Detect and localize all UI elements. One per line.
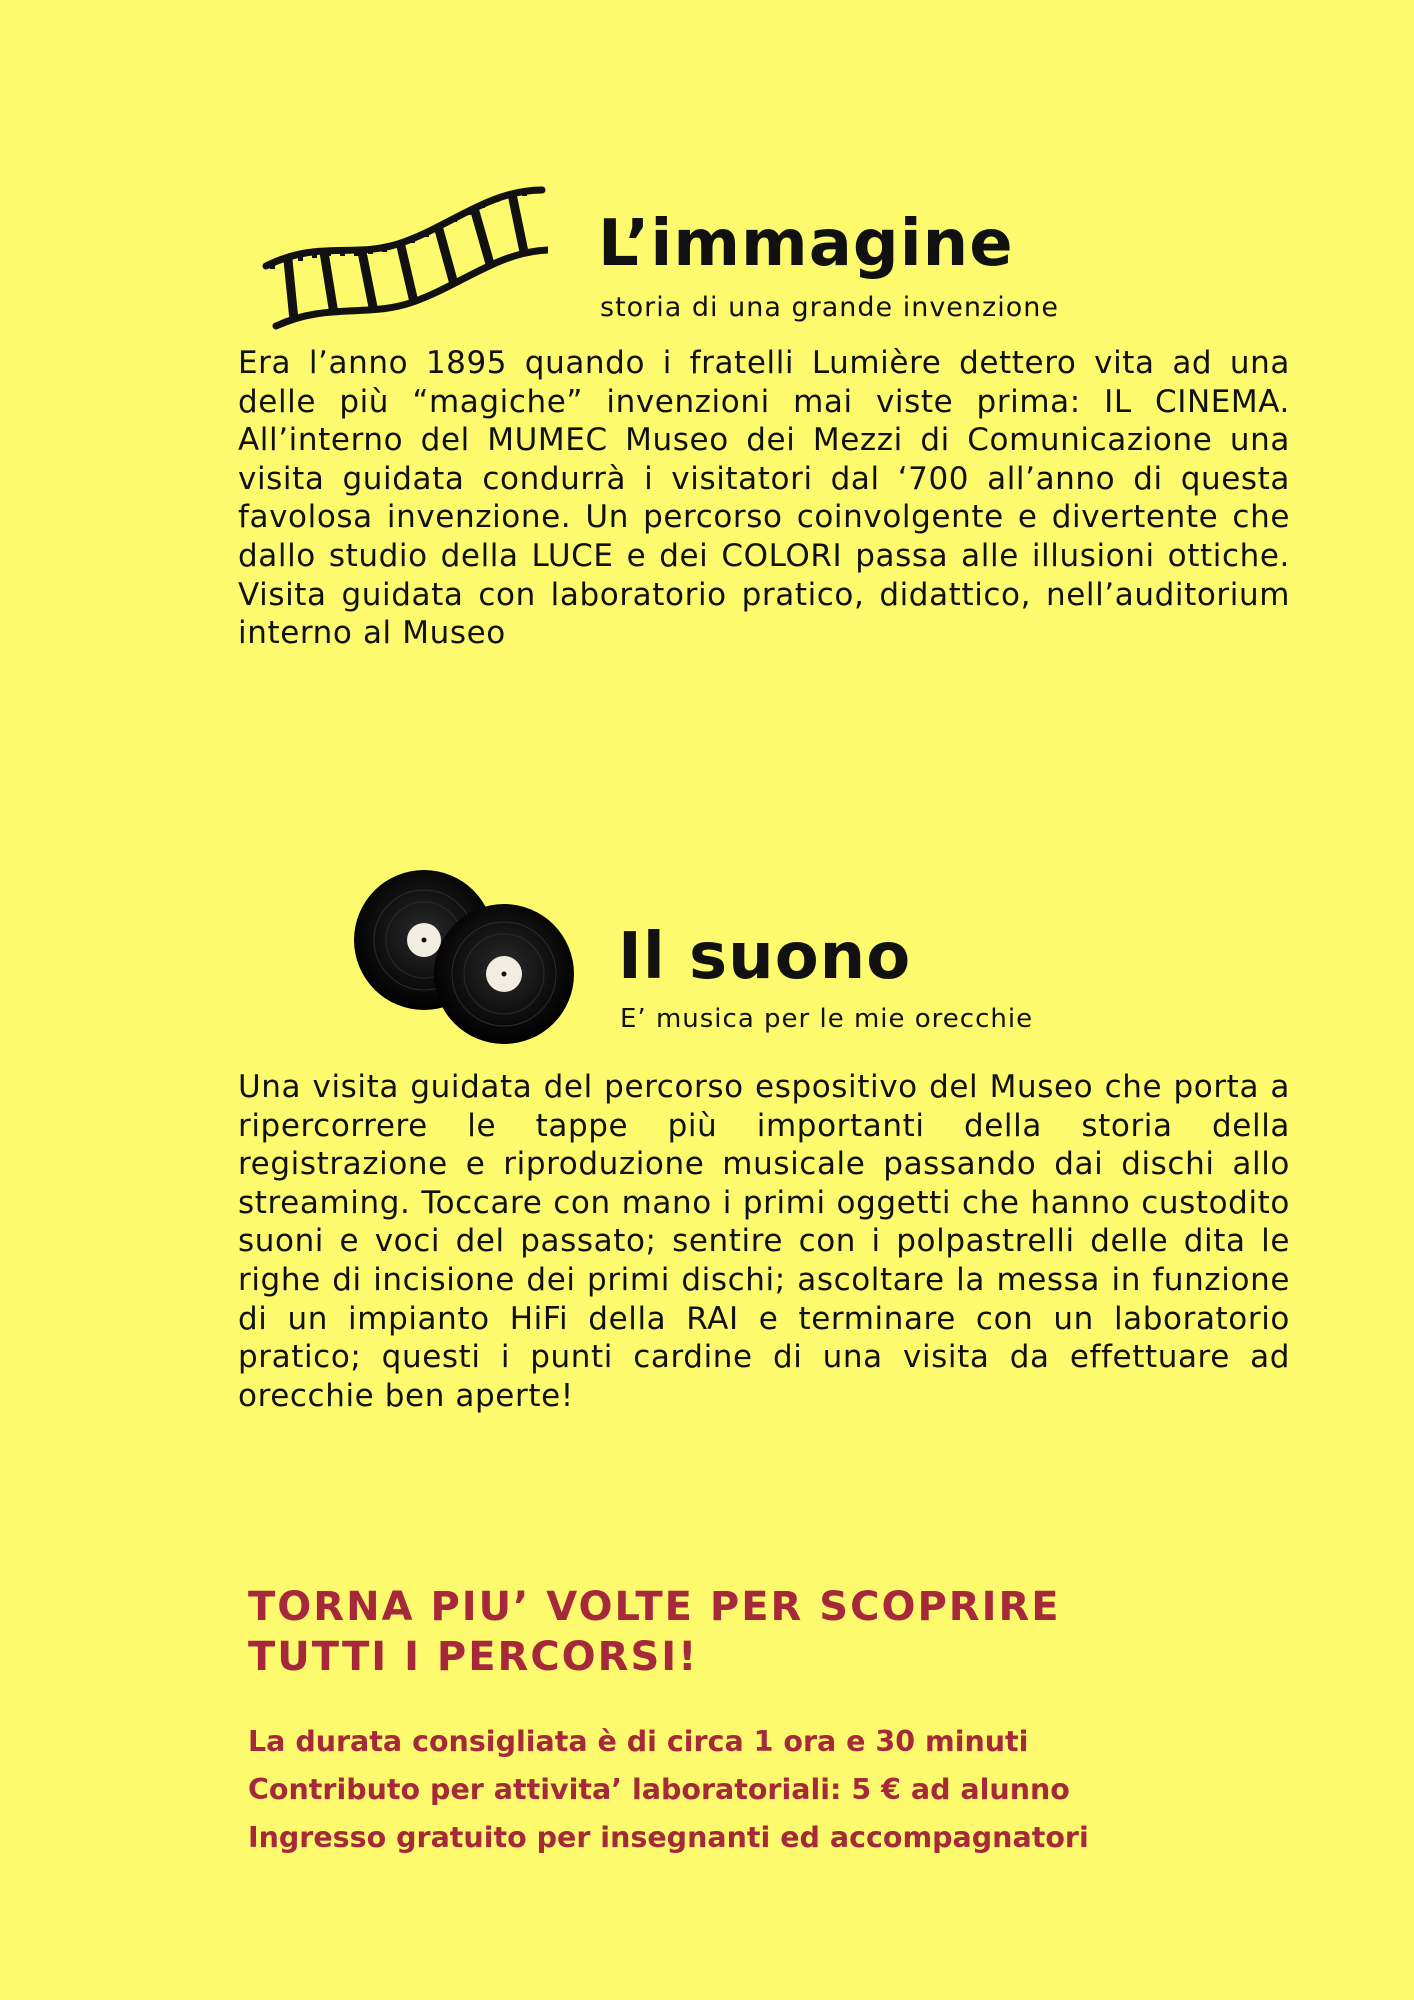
cta-line-2: TUTTI I PERCORSI!	[248, 1634, 699, 1680]
vinyl-records-icon	[352, 868, 582, 1048]
call-to-action	[248, 1582, 1061, 1682]
section-body-suono: Una visita guidata del percorso espositivo del Museo che porta a ripercorrere le tappe più importanti della storia della registrazione e riproduzione musicale passando dai dischi allo streaming. Toccare con mano i primi oggetti che hanno custodito suoni e voci del passato; sentire con i polpastrelli delle dita le righe di incisione dei primi dischi; ascoltare la messa in funzione di un impianto HiFi della RAI e terminare con un laboratorio pratico; questi i punti cardine di una visita da effettuare ad orecchie ben aperte!	[238, 1069, 1290, 1414]
info-duration: La durata consigliata è di circa 1 ora e 30 minuti	[248, 1725, 1029, 1758]
info-free-entry: Ingresso gratuito per insegnanti ed accompagnatori	[248, 1821, 1089, 1854]
cta-line-1: TORNA PIU’ VOLTE PER SCOPRIRE	[248, 1584, 1061, 1630]
section-subtitle-suono: E’ musica per le mie orecchie	[620, 1004, 1034, 1034]
film-strip-icon	[258, 180, 548, 330]
section-title-suono: Il suono	[618, 920, 912, 994]
section-subtitle-immagine: storia di una grande invenzione	[600, 292, 1059, 323]
info-list	[248, 1718, 1089, 1862]
section-body-immagine: Era l’anno 1895 quando i fratelli Lumière dettero vita ad una delle più “magiche” invenzioni mai viste prima: IL CINEMA. All’interno del MUMEC Museo dei Mezzi di Comunicazione una visita guidata condurrà i visitatori dal ‘700 all’anno di questa favolosa invenzione. Un percorso coinvolgente e divertente che dallo studio della LUCE e dei COLORI passa alle illusioni ottiche. Visita guidata con laboratorio pratico, didattico, nell’auditorium interno al Museo	[238, 345, 1290, 652]
section-title-immagine: L’immagine	[598, 207, 1014, 281]
info-fee: Contributo per attivita’ laboratoriali: 5 € ad alunno	[248, 1773, 1070, 1806]
